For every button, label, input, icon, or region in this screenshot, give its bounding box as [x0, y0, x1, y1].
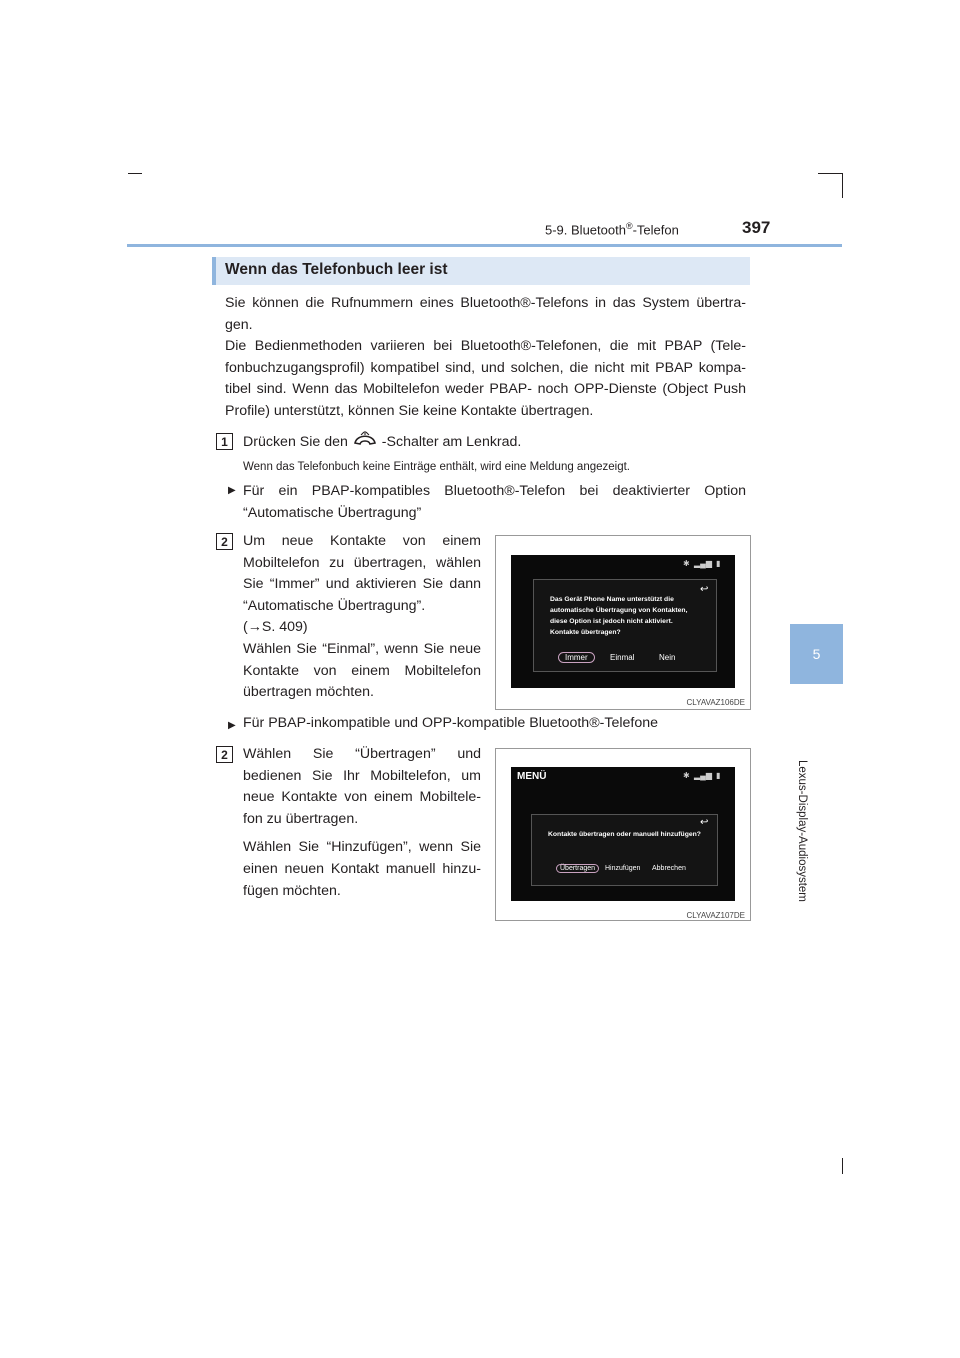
crop-mark — [842, 173, 843, 198]
header-rule — [127, 244, 842, 247]
bullet-heading: Für ein PBAP-kompatibles Bluetooth®-Telefon bei deaktivierter Option “Automatische Übertragung” — [243, 483, 746, 521]
signal-icon: ▂▄▆ — [694, 559, 712, 568]
phone-off-hook-icon — [352, 431, 378, 445]
bullet-heading: Für PBAP-inkompatible und OPP-kompatible Bluetooth®-Telefone — [243, 715, 659, 731]
display-screen — [511, 555, 735, 688]
step-number: 2 — [216, 533, 233, 550]
image-code: CLYAVAZ107DE — [686, 911, 745, 920]
abbrechen-button[interactable]: Abbrechen — [652, 865, 686, 872]
crop-mark — [818, 173, 842, 174]
step-number: 2 — [216, 746, 233, 763]
menu-title: MENÜ — [517, 771, 547, 782]
step-note: Wenn das Telefonbuch keine Einträge enthält, wird eine Meldung angezeigt. — [243, 461, 631, 473]
page-number: 397 — [742, 218, 771, 237]
intro-paragraph: Die Bedienmethoden variieren bei Bluetooth®-Telefonen, die mit PBAP (Tele-fonbuchzugangsprofil) kompatibel sind, und solchen, die nicht mit PBAP kompa-tibel sind. Wenn das Mobiltelefon weder PBAP- noch OPP-Dienste (Object Push Profile) unterstützt, können Sie keine Kontakte übertragen. — [225, 338, 746, 419]
back-icon[interactable]: ↩ — [700, 584, 709, 595]
dialog-message: Kontakte übertragen oder manuell hinzufügen? — [548, 831, 701, 838]
image-code: CLYAVAZ106DE — [686, 698, 745, 707]
section-suffix: -Telefon — [632, 222, 679, 238]
bluetooth-icon: ✱ — [683, 771, 690, 780]
screenshot-frame — [495, 748, 751, 921]
bluetooth-icon: ✱ — [683, 559, 690, 568]
signal-icon: ▂▄▆ — [694, 771, 712, 780]
immer-button[interactable]: Immer — [558, 652, 595, 663]
battery-icon: ▮ — [716, 771, 721, 780]
uebertragen-button[interactable]: Übertragen — [556, 864, 599, 873]
section-title: Wenn das Telefonbuch leer ist — [225, 261, 448, 278]
dialog — [531, 814, 718, 886]
registered-mark: ® — [625, 221, 633, 231]
bullet-marker: ▶ — [228, 485, 236, 496]
intro-paragraph: Sie können die Rufnummern eines Bluetooth®-Telefons in das System übertra-gen. — [225, 295, 746, 333]
dialog-message: Das Gerät Phone Name unterstützt die automatische Übertragung von Kontakten, diese Option ist jedoch nicht aktiviert. Kontakte übertragen? — [550, 596, 688, 636]
screenshot-frame — [495, 535, 751, 710]
section-header — [545, 221, 679, 237]
back-icon[interactable]: ↩ — [700, 817, 709, 828]
step-text: Um neue Kontakte von einem Mobiltelefon zu übertragen, wählen Sie “Immer” und aktivieren Sie dann “Automatische Übertragung”. (→S. 409) Wählen Sie “Einmal”, wenn Sie neue Kontakte von einem Mobiltelefon übertragen möchten. — [243, 533, 481, 701]
battery-icon: ▮ — [716, 559, 721, 568]
step-text: Wählen Sie “Übertragen” und bedienen Sie Ihr Mobiltelefon, um neue Kontakte von einem Mobiltele-fon zu übertragen. Wählen Sie “Hinzufügen”, wenn Sie einen neuen Kontakt manuell hinzu-fügen möchten. — [243, 746, 481, 899]
section-title-bar — [212, 257, 750, 285]
section-label: 5-9. Bluetooth — [545, 222, 626, 238]
display-screen — [511, 767, 735, 901]
hinzufuegen-button[interactable]: Hinzufügen — [605, 865, 641, 872]
crop-mark — [842, 1158, 843, 1174]
einmal-button[interactable]: Einmal — [610, 653, 635, 662]
dialog — [533, 579, 717, 672]
step-text: Drücken Sie den -Schalter am Lenkrad. — [243, 431, 521, 450]
chapter-tab: 5 — [790, 624, 843, 684]
crop-mark — [128, 173, 142, 174]
nein-button[interactable]: Nein — [659, 653, 676, 662]
bullet-marker: ▶ — [228, 720, 236, 731]
step-number: 1 — [216, 433, 233, 450]
